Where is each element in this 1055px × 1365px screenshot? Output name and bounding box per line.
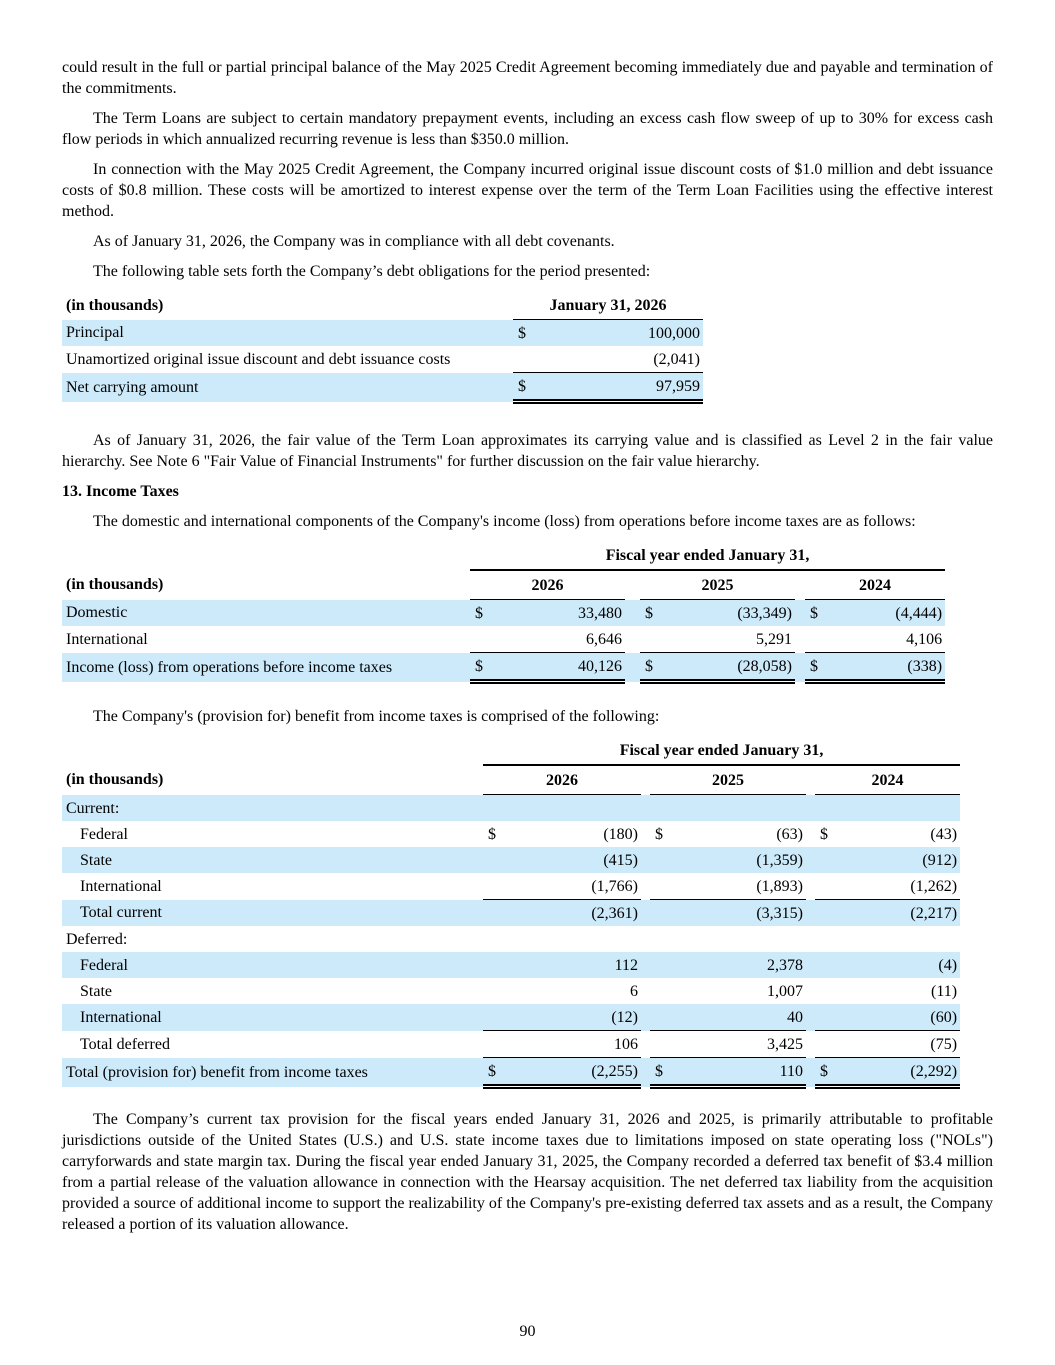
section-heading-income-taxes: 13. Income Taxes <box>62 483 179 500</box>
column-header-2024: 2024 <box>805 570 945 600</box>
paragraph-fair-value: As of January 31, 2026, the fair value of the Term Loan approximates its carrying value and is classified as Level 2 in the fair value hierarchy. See Note 6 "Fair Value of Financial Instruments" for further discussion on the fair value hierarchy. <box>62 432 993 470</box>
table-row: Federal $ (180) $ (63) $ (43) <box>80 825 958 843</box>
paragraph-tax-provision-discussion: The Company’s current tax provision for the fiscal years ended January 31, 2026 and 2025, is primarily attributable to profitable jurisdictions outside of the United States (U.S.) and U.S. state income taxes due to limitations imposed on state operating loss ("NOLs") carryforwards and state margin tax. During the fiscal year ended January 31, 2025, the Company recorded a deferred tax benefit of $3.4 million from a partial release of the valuation allowance in connection with the Hearsay acquisition. The net deferred tax liability from the acquisition provided a source of additional income to support the realizability of the Company's pre-existing deferred tax assets and as a result, the Company released a portion of its valuation allowance. <box>62 1111 993 1233</box>
table-row: Unamortized original issue discount and debt issuance costs (2,041) <box>62 346 703 373</box>
paragraph-term-loans: The Term Loans are subject to certain mandatory prepayment events, including an excess cash flow sweep of up to 30% for excess cash flow periods in which annualized recurring revenue is less than $350.0 million. <box>62 110 993 148</box>
span-header-fiscal-year: Fiscal year ended January 31, <box>483 736 960 765</box>
column-header-in-thousands: (in thousands) <box>66 576 164 594</box>
span-header-fiscal-year: Fiscal year ended January 31, <box>470 541 945 570</box>
table-header-row <box>62 291 703 320</box>
column-header-in-thousands: (in thousands) <box>66 771 164 789</box>
column-header-2026: 2026 <box>470 570 625 600</box>
paragraph-issue-discount: In connection with the May 2025 Credit Agreement, the Company incurred original issue discount costs of $1.0 million and debt issuance costs of $0.8 million. These costs will be amortized to interest expense over the term of the Term Loan Facilities using the effective interest method. <box>62 161 993 220</box>
column-header-2024: 2024 <box>815 765 960 795</box>
table-subtotal-row: Total current (2,361) (3,315) (2,217) <box>62 900 960 927</box>
income-components-table <box>62 541 945 684</box>
debt-obligations-table <box>62 291 703 404</box>
paragraph-debt-table-intro: The following table sets forth the Company’s debt obligations for the period presented: <box>93 263 651 280</box>
table-row: International (12) 40 (60) <box>62 1004 960 1031</box>
paragraph-covenants: As of January 31, 2026, the Company was in compliance with all debt covenants. <box>93 233 615 250</box>
column-header-2025: 2025 <box>650 765 806 795</box>
table-year-header-row <box>62 765 960 795</box>
paragraph-income-components-intro: The domestic and international components of the Company's income (loss) from operations before income taxes are as follows: <box>93 513 916 530</box>
column-header-in-thousands: (in thousands) <box>66 296 164 314</box>
column-header-period: January 31, 2026 <box>513 291 703 320</box>
table-span-header-row <box>62 736 960 765</box>
table-row: International 6,646 5,291 4,106 <box>62 626 945 653</box>
table-section-row: Deferred: <box>66 930 128 948</box>
table-row: Net carrying amount $ 97,959 <box>62 373 703 402</box>
table-subtotal-row: Total deferred 106 3,425 (75) <box>62 1031 960 1058</box>
table-row: Domestic $ 33,480 $ (33,349) $ (4,444) <box>62 600 945 627</box>
table-total-row: Total (provision for) benefit from income taxes $ (2,255) $ 110 $ (2,292) <box>62 1058 960 1087</box>
table-row: Principal $ 100,000 <box>62 320 703 347</box>
tax-provision-table <box>62 736 960 1089</box>
table-row: State (415) (1,359) (912) <box>62 847 960 873</box>
table-year-header-row <box>62 570 945 600</box>
column-header-2026: 2026 <box>483 765 641 795</box>
table-section-row: Current: <box>62 795 960 822</box>
page-number: 90 <box>519 1323 536 1340</box>
column-header-2025: 2025 <box>640 570 795 600</box>
table-total-row: Income (loss) from operations before income taxes $ 40,126 $ (28,058) $ (338) <box>62 653 945 682</box>
paragraph-provision-intro: The Company's (provision for) benefit from income taxes is comprised of the following: <box>93 708 660 725</box>
table-span-header-row <box>62 541 945 570</box>
table-row: International (1,766) (1,893) (1,262) <box>62 873 960 900</box>
paragraph-continuation: could result in the full or partial principal balance of the May 2025 Credit Agreement becoming immediately due and payable and termination of the commitments. <box>62 59 993 97</box>
table-row: Federal 112 2,378 (4) <box>62 952 960 978</box>
table-row: State 6 1,007 (11) <box>80 982 958 1000</box>
